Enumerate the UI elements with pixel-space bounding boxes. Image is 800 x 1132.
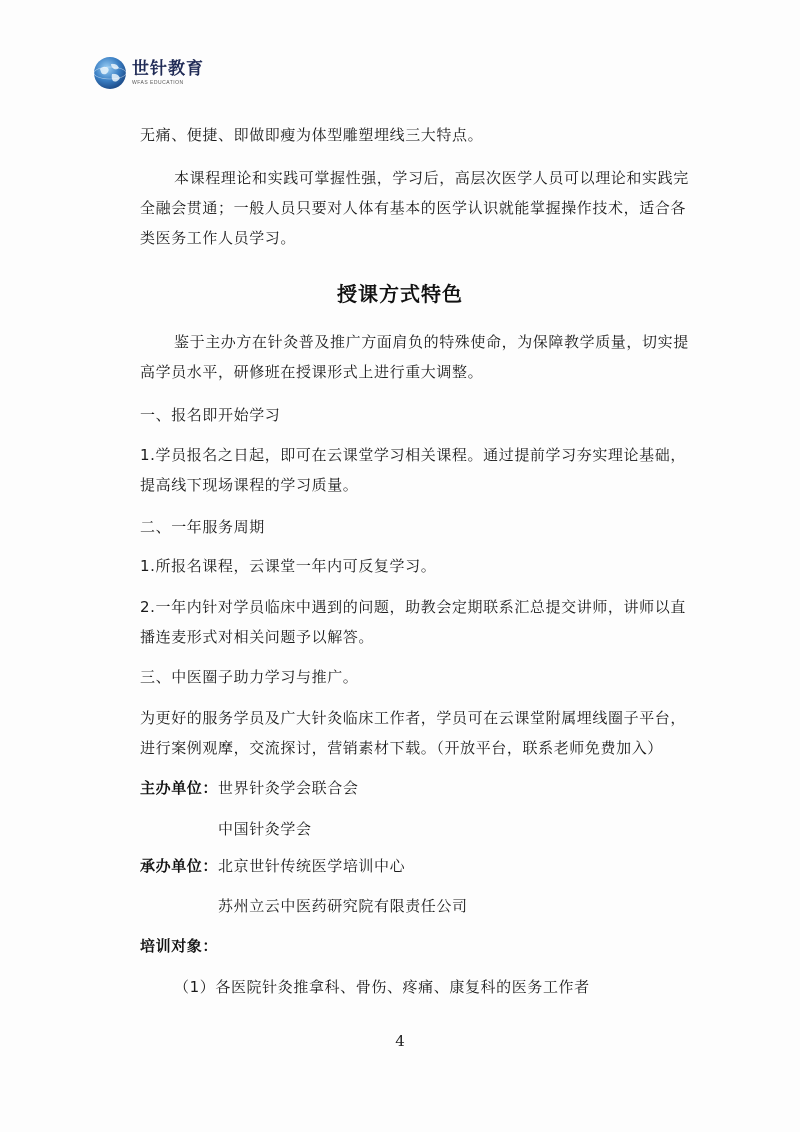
- intro-paragraph-line-3: 类医务工作人员学习。: [140, 229, 297, 247]
- host-row: [140, 777, 358, 798]
- item2-text-1: 1.所报名课程，云课堂一年内可反复学习。: [140, 557, 437, 575]
- intro-line-1: 无痛、便捷、即做即瘦为体型雕塑埋线三大特点。: [140, 126, 484, 144]
- host-label: 主办单位：: [140, 779, 219, 797]
- logo-title: 世针教育: [132, 58, 204, 79]
- globe-logo-icon: [92, 55, 128, 91]
- intro-paragraph-line-1: 本课程理论和实践可掌握性强，学习后，高层次医学人员可以理论和实践完: [174, 169, 689, 187]
- item2-text-2-line-1: 2.一年内针对学员临床中遇到的问题，助教会定期联系汇总提交讲师，讲师以直: [140, 598, 686, 616]
- section-intro-line-2: 高学员水平，研修班在授课形式上进行重大调整。: [140, 363, 484, 381]
- section-intro-line-1: 鉴于主办方在针灸普及推广方面肩负的特殊使命，为保障教学质量，切实提: [174, 333, 689, 351]
- page-number: 4: [395, 1032, 405, 1050]
- undertaker-2: 苏州立云中医药研究院有限责任公司: [218, 897, 468, 915]
- target-item-1: （1）各医院针灸推拿科、骨伤、疼痛、康复科的医务工作者: [174, 978, 590, 996]
- item3-heading: 三、中医圈子助力学习与推广。: [140, 668, 359, 686]
- header-logo: [92, 55, 204, 91]
- item1-heading: 一、报名即开始学习: [140, 406, 281, 424]
- item1-text-line-1: 1.学员报名之日起，即可在云课堂学习相关课程。通过提前学习夯实理论基础，: [140, 446, 686, 464]
- undertaker-label: 承办单位：: [140, 857, 219, 875]
- section-title: 授课方式特色: [337, 282, 463, 306]
- intro-paragraph-line-2: 全融会贯通；一般人员只要对人体有基本的医学认识就能掌握操作技术，适合各: [140, 199, 687, 217]
- item3-text-line-2: 进行案例观摩，交流探讨，营销素材下载。（开放平台，联系老师免费加入）: [140, 739, 663, 757]
- item1-text-line-2: 提高线下现场课程的学习质量。: [140, 476, 359, 494]
- undertaker-row: [140, 855, 405, 876]
- undertaker-1: 北京世针传统医学培训中心: [218, 857, 406, 875]
- item2-heading: 二、一年服务周期: [140, 518, 265, 536]
- item2-text-2-line-2: 播连麦形式对相关问题予以解答。: [140, 628, 375, 646]
- target-label: 培训对象：: [140, 937, 219, 955]
- logo-subtitle: WFAS EDUCATION: [132, 79, 184, 86]
- item3-text-line-1: 为更好的服务学员及广大针灸临床工作者，学员可在云课堂附属埋线圈子平台，: [140, 709, 687, 727]
- host-2: 中国针灸学会: [218, 820, 312, 838]
- host-1: 世界针灸学会联合会: [218, 779, 359, 797]
